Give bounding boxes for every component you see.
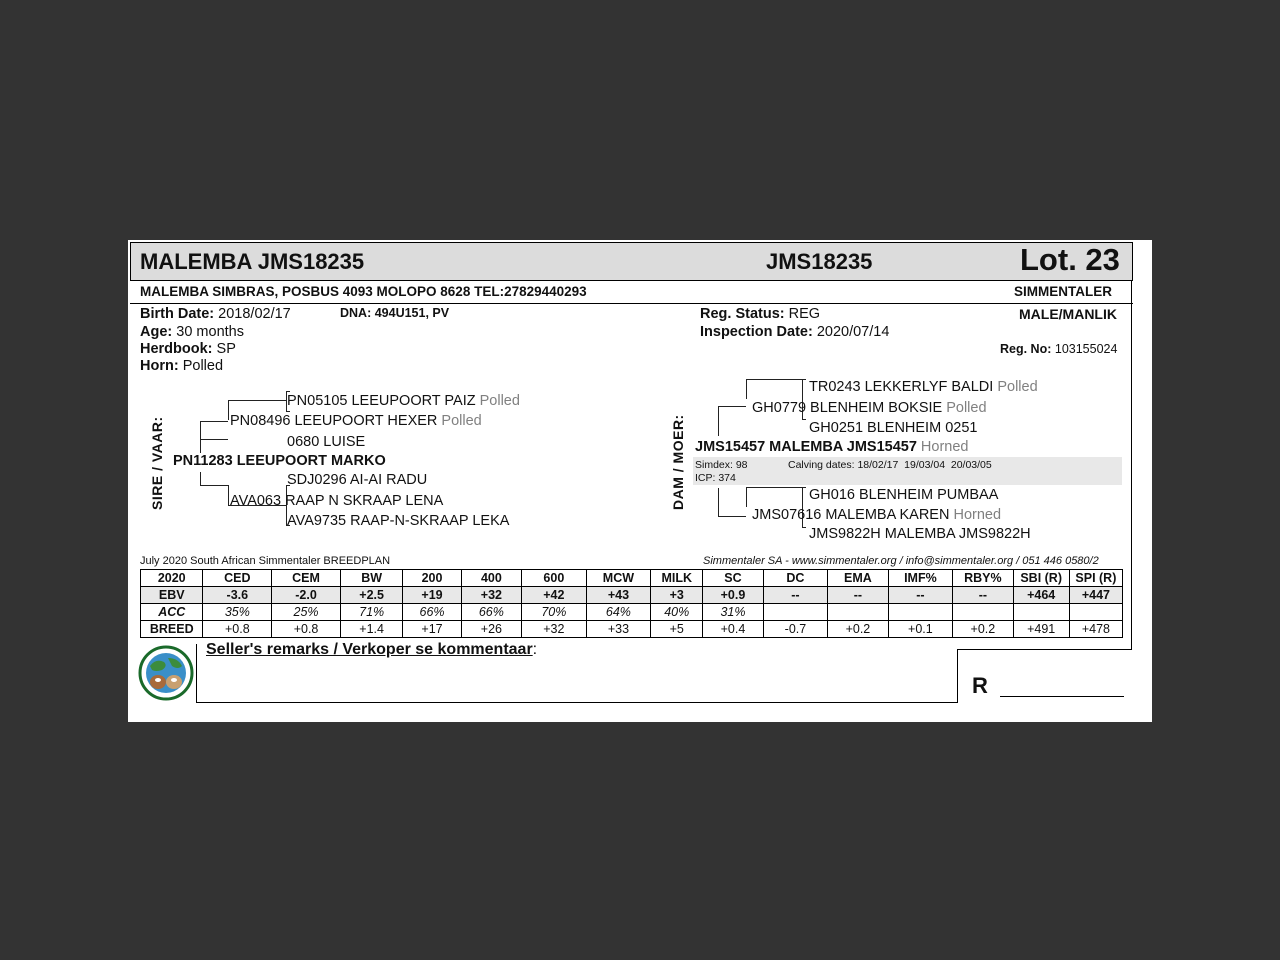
- dam-name: [695, 439, 968, 456]
- sire-name: PN11283 LEEUPOORT MARKO: [173, 453, 386, 469]
- ebv-breed-cell: +1.4: [340, 621, 402, 638]
- ebv-values-row: [141, 587, 1123, 604]
- ebv-breed-cell: +32: [522, 621, 587, 638]
- reg-status-value: REG: [788, 306, 821, 322]
- ebv-value-cell: +42: [522, 587, 587, 604]
- ebv-value-cell: --: [888, 587, 953, 604]
- dam-sire: [752, 400, 987, 417]
- ebv-header-cell: EMA: [828, 570, 888, 587]
- sire-grandsire: [230, 413, 482, 430]
- remarks-divider: [957, 649, 958, 703]
- ebv-breed-cell: +0.8: [272, 621, 341, 638]
- ebv-value-cell: +32: [461, 587, 521, 604]
- sellers-remarks-label: Seller's remarks / Verkoper se kommentaar: [206, 641, 533, 658]
- logo-divider: [196, 644, 197, 703]
- globe-cattle-logo: [138, 644, 194, 702]
- ebv-accuracy-cell: [1069, 604, 1122, 621]
- ebv-value-cell: -2.0: [272, 587, 341, 604]
- ebv-accuracy-cell: 71%: [340, 604, 402, 621]
- ds-sire-horn: Polled: [997, 379, 1038, 395]
- ebv-value-cell: +447: [1069, 587, 1122, 604]
- horn-label: Horn:: [140, 358, 179, 374]
- ebv-value-cell: +19: [403, 587, 461, 604]
- ebv-value-cell: +464: [1013, 587, 1069, 604]
- ebv-accuracy-cell: 66%: [461, 604, 521, 621]
- dam-ds-dam: GH0251 BLENHEIM 0251: [809, 420, 978, 436]
- herdbook-value: SP: [216, 341, 236, 357]
- ds-sire-name: TR0243 LEKKERLYF BALDI: [809, 379, 994, 395]
- ebv-accuracy-cell: 66%: [403, 604, 461, 621]
- horn-value: Polled: [182, 358, 224, 374]
- age-label: Age:: [140, 324, 173, 340]
- dna-info: DNA: 494U151, PV: [340, 306, 450, 320]
- dam-dam: [752, 507, 1001, 524]
- breeder-info: MALEMBA SIMBRAS, POSBUS 4093 MOLOPO 8628 TEL:27829440293: [140, 284, 587, 299]
- ebv-header-cell: IMF%: [888, 570, 953, 587]
- ebv-breed-cell: +0.2: [953, 621, 1013, 638]
- reg-status-label: Reg. Status:: [700, 306, 785, 322]
- ebv-header-cell: SPI (R): [1069, 570, 1122, 587]
- dam-dam-horn: Horned: [953, 507, 1002, 523]
- breedplan-source: July 2020 South African Simmentaler BREEDPLAN: [140, 555, 391, 567]
- ebv-value-cell: -3.6: [203, 587, 272, 604]
- gg-sire-horn: Polled: [479, 393, 520, 409]
- ebv-header-cell: MCW: [586, 570, 651, 587]
- birth-date-label: Birth Date:: [140, 306, 215, 322]
- ebv-header-cell: RBY%: [953, 570, 1013, 587]
- age-value: 30 months: [176, 324, 244, 340]
- sire-granddam-sire: SDJ0296 AI-AI RADU: [287, 472, 428, 488]
- reg-number-value: 103155024: [1054, 342, 1118, 356]
- ebv-accuracy-cell: [888, 604, 953, 621]
- sire-granddam: AVA063 RAAP N SKRAAP LENA: [230, 493, 444, 509]
- dam-sire-name: GH0779 BLENHEIM BOKSIE: [752, 400, 943, 416]
- breedplan-contact: Simmentaler SA - www.simmentaler.org / info@simmentaler.org / 051 446 0580/2: [703, 555, 1099, 567]
- dam-ds-sire: [809, 379, 1038, 396]
- birth-date-value: 2018/02/17: [218, 306, 291, 322]
- animal-id: JMS18235: [766, 249, 873, 274]
- ebv-value-cell: +43: [586, 587, 651, 604]
- breed-name: SIMMENTALER: [1014, 284, 1112, 299]
- sire-granddam-dam: AVA9735 RAAP-N-SKRAAP LEKA: [287, 513, 510, 529]
- ebv-value-cell: +2.5: [340, 587, 402, 604]
- herdbook: [140, 341, 236, 357]
- sellers-remarks-colon: :: [532, 641, 538, 658]
- horn: [140, 358, 223, 374]
- dam-dd-dam: JMS9822H MALEMBA JMS9822H: [809, 526, 1031, 542]
- dam-simdex: Simdex: 98: [695, 459, 748, 471]
- ebv-header-cell: 600: [522, 570, 587, 587]
- ebv-header-cell: SC: [703, 570, 763, 587]
- dam-label: DAM / MOER:: [670, 414, 686, 510]
- ebv-accuracy-cell: 25%: [272, 604, 341, 621]
- ebv-breed-cell: +0.2: [828, 621, 888, 638]
- dam-calving-dates: Calving dates: 18/02/17 19/03/04 20/03/05: [788, 459, 992, 471]
- sex: MALE/MANLIK: [1019, 306, 1117, 322]
- reg-number: [1000, 342, 1117, 356]
- dam-horn: Horned: [920, 439, 969, 455]
- ebv-accuracy-cell: [1013, 604, 1069, 621]
- age: [140, 324, 244, 340]
- sire-gg-sire: [287, 393, 520, 410]
- ebv-accuracy-cell: 31%: [703, 604, 763, 621]
- reg-number-label: Reg. No:: [1000, 342, 1052, 356]
- ebv-breed-cell: +0.4: [703, 621, 763, 638]
- ebv-header-cell: BW: [340, 570, 402, 587]
- remarks-bottom-line: [196, 702, 958, 703]
- ebv-breed-cell: +478: [1069, 621, 1122, 638]
- sire-gg-dam: 0680 LUISE: [287, 434, 366, 450]
- ebv-value-cell: --: [828, 587, 888, 604]
- ebv-accuracy-cell: 40%: [651, 604, 703, 621]
- inspection-value: 2020/07/14: [816, 324, 890, 340]
- sire-label: SIRE / VAAR:: [149, 416, 165, 510]
- inspection-label: Inspection Date:: [700, 324, 813, 340]
- ebv-accuracy-cell: [763, 604, 828, 621]
- inspection-date: [700, 324, 889, 340]
- ebv-value-cell: --: [763, 587, 828, 604]
- dam-name-text: JMS15457 MALEMBA JMS15457: [695, 439, 917, 455]
- ebv-table: [140, 569, 1123, 638]
- lot-card: [128, 240, 1152, 722]
- ebv-header-row: [141, 570, 1123, 587]
- reg-status: [700, 306, 820, 322]
- dam-dd-sire: GH016 BLENHEIM PUMBAA: [809, 487, 999, 503]
- sellers-remarks: [206, 641, 537, 659]
- ebv-header-cell: 200: [403, 570, 461, 587]
- ebv-accuracy-cell: 70%: [522, 604, 587, 621]
- dam-icp: ICP: 374: [695, 472, 736, 484]
- ebv-breed-cell: +33: [586, 621, 651, 638]
- ebv-value-cell: EBV: [141, 587, 203, 604]
- breeder-divider: [130, 303, 1133, 304]
- ebv-breed-average-row: [141, 621, 1123, 638]
- herdbook-label: Herdbook:: [140, 341, 213, 357]
- ebv-breed-cell: +0.8: [203, 621, 272, 638]
- ebv-accuracy-cell: ACC: [141, 604, 203, 621]
- ebv-accuracy-cell: 64%: [586, 604, 651, 621]
- dam-sire-horn: Polled: [946, 400, 987, 416]
- birth-date: [140, 306, 291, 322]
- right-border: [1131, 280, 1132, 650]
- ebv-breed-cell: +0.1: [888, 621, 953, 638]
- ebv-breed-cell: BREED: [141, 621, 203, 638]
- ebv-header-cell: 400: [461, 570, 521, 587]
- ebv-breed-cell: +491: [1013, 621, 1069, 638]
- remarks-top-line: [958, 649, 1132, 650]
- ebv-breed-cell: +17: [403, 621, 461, 638]
- ebv-header-cell: SBI (R): [1013, 570, 1069, 587]
- ebv-accuracy-cell: 35%: [203, 604, 272, 621]
- grandsire-horn: Polled: [441, 413, 482, 429]
- gg-sire-name: PN05105 LEEUPOORT PAIZ: [287, 393, 476, 409]
- ebv-accuracy-cell: [953, 604, 1013, 621]
- dam-dam-name: JMS07616 MALEMBA KAREN: [752, 507, 950, 523]
- lot-number: Lot. 23: [1020, 242, 1120, 277]
- price-label: R: [972, 673, 988, 698]
- ebv-breed-cell: -0.7: [763, 621, 828, 638]
- ebv-breed-cell: +26: [461, 621, 521, 638]
- ebv-header-cell: DC: [763, 570, 828, 587]
- ebv-header-cell: MILK: [651, 570, 703, 587]
- grandsire-name: PN08496 LEEUPOORT HEXER: [230, 413, 438, 429]
- ebv-header-cell: CED: [203, 570, 272, 587]
- ebv-value-cell: --: [953, 587, 1013, 604]
- ebv-breed-cell: +5: [651, 621, 703, 638]
- ebv-value-cell: +0.9: [703, 587, 763, 604]
- ebv-accuracy-cell: [828, 604, 888, 621]
- ebv-value-cell: +3: [651, 587, 703, 604]
- price-field[interactable]: [1000, 696, 1124, 697]
- ebv-accuracy-row: [141, 604, 1123, 621]
- animal-name: MALEMBA JMS18235: [140, 249, 365, 274]
- ebv-header-cell: CEM: [272, 570, 341, 587]
- ebv-header-cell: 2020: [141, 570, 203, 587]
